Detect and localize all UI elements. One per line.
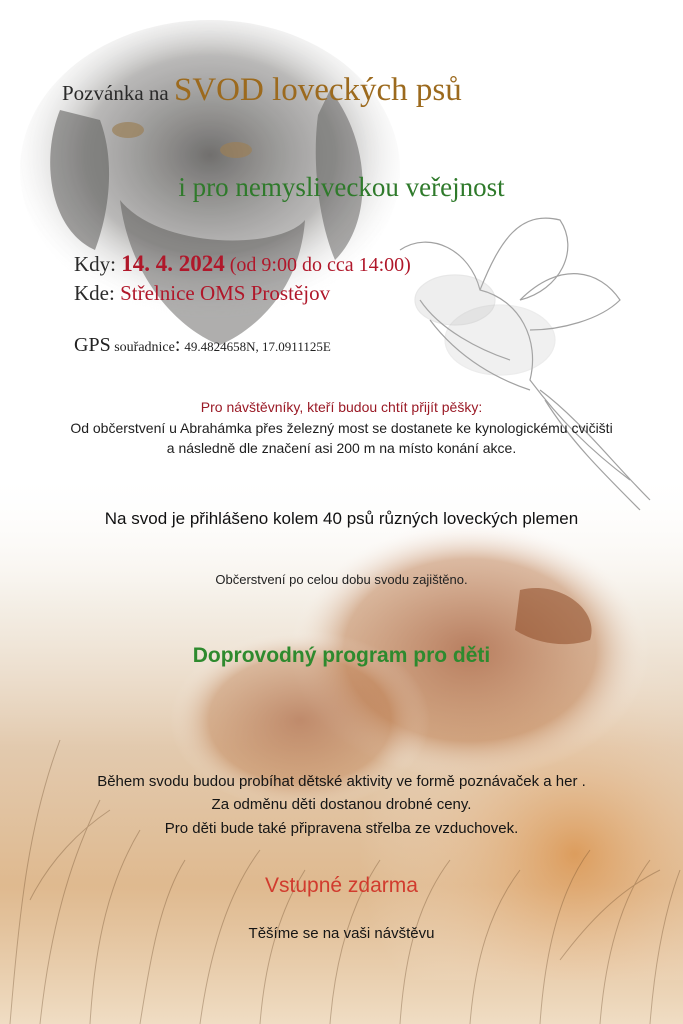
when-label: Kdy: xyxy=(74,252,122,276)
title-prefix: Pozvánka na xyxy=(62,81,174,105)
event-time: (od 9:00 do cca 14:00) xyxy=(224,254,411,276)
kids-program-line-1: Během svodu budou probíhat dětské aktivity ve formě poznávaček a her . xyxy=(97,773,586,790)
event-where xyxy=(74,281,330,306)
event-when xyxy=(74,251,411,277)
walking-directions-title: Pro návštěvníky, kteří budou chtít přijít pěšky: xyxy=(200,399,483,415)
refreshments-info: Občerstvení po celou dobu svodu zajištěno. xyxy=(215,572,468,587)
subtitle: i pro nemysliveckou veřejnost xyxy=(178,172,505,202)
registered-dogs-info: Na svod je přihlášeno kolem 40 psů různých loveckých plemen xyxy=(104,509,579,528)
gps-sublabel: souřadnice xyxy=(110,340,175,355)
kids-program-title: Doprovodný program pro děti xyxy=(192,644,491,667)
free-entry: Vstupné zdarma xyxy=(265,874,418,897)
page-title xyxy=(62,72,462,109)
gps-value: 49.4824658N, 17.0911125E xyxy=(184,339,331,354)
title-main: SVOD loveckých psů xyxy=(173,72,462,108)
event-date: 14. 4. 2024 xyxy=(121,251,225,276)
event-place: Střelnice OMS Prostějov xyxy=(120,281,331,305)
where-label: Kde: xyxy=(74,281,121,305)
kids-program-line-2: Za odměnu děti dostanou drobné ceny. xyxy=(211,796,472,813)
walking-directions-line-1: Od občerstvení u Abrahámka přes železný most se dostanete ke kynologickému cvičišti xyxy=(70,420,613,436)
walking-directions-line-2: a následně dle značení asi 200 m na místo konání akce. xyxy=(166,440,517,456)
gps-label: GPS xyxy=(74,334,111,356)
gps-colon: : xyxy=(174,334,181,356)
kids-program-line-3: Pro děti bude také připravena střelba ze vzduchovek. xyxy=(164,820,519,837)
gps-coordinates xyxy=(74,334,331,357)
closing-line: Těšíme se na vaši návštěvu xyxy=(248,925,435,942)
